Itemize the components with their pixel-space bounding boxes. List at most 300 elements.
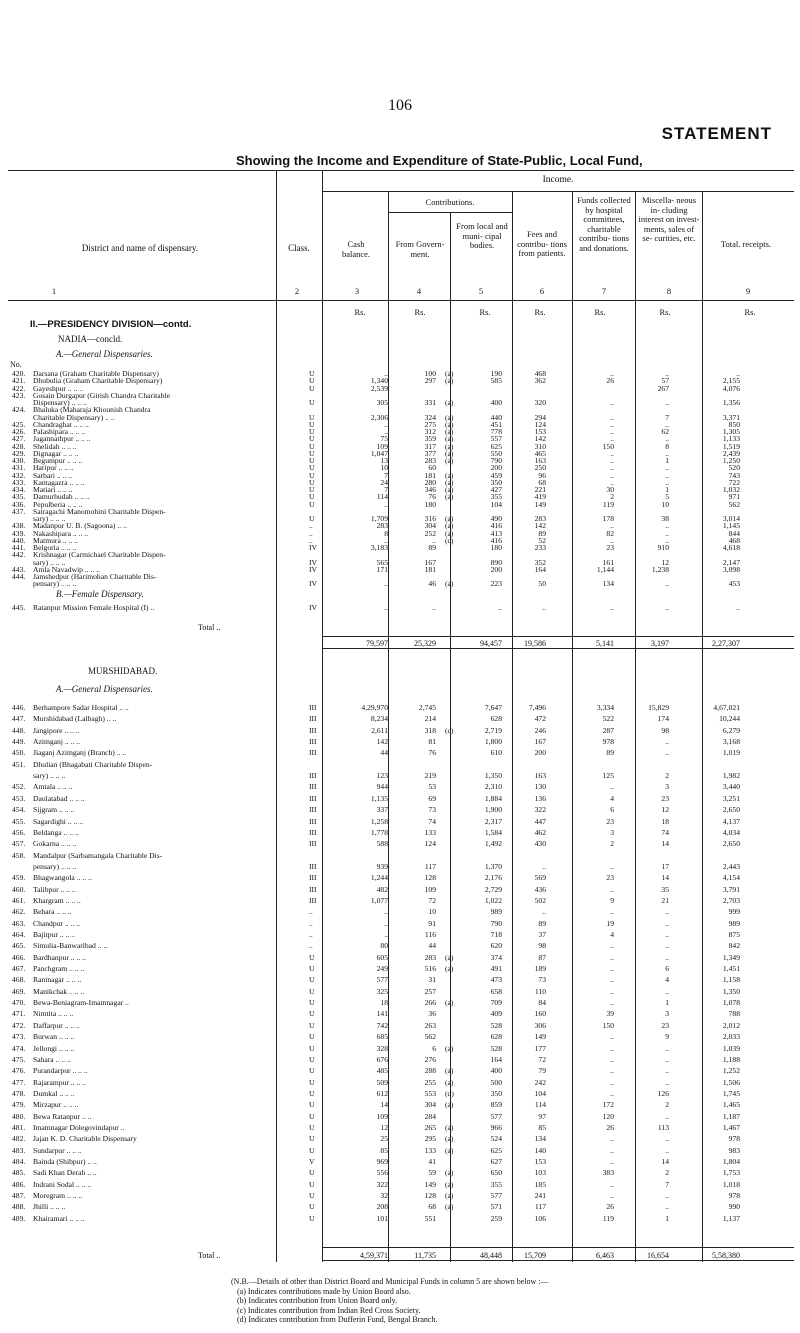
cell-cls: U [309,369,315,378]
cell-cls: III [309,714,317,724]
cell-cash: 109 [376,441,388,451]
cell-fund: 6 [610,805,614,815]
cell-cash: 1,340 [370,376,388,386]
cell-misc: .. [665,1111,669,1121]
cell-fund: .. [610,1032,614,1042]
rule-nadia-total-top [322,636,794,637]
cell-fees: 52 [538,535,546,545]
cell-no: 460. [12,884,26,894]
cell-cash: 44 [380,748,388,758]
cell-cash: 685 [376,1032,388,1042]
cell-name: Sadi Khan Derah .. .. [33,1168,97,1178]
cell-loc: 585 [490,376,502,386]
cell-cls: IV [309,603,318,612]
cell-name: Khargram .. .. .. [33,895,81,905]
cell-loc: 2,176 [484,873,502,883]
cell-gov: 6 [432,1043,436,1053]
table-row [0,603,800,612]
cell-fund: 3 [610,827,614,837]
cell-tot: 1,252 [722,1066,740,1076]
cell-name: Khairamari .. .. .. [33,1213,85,1223]
cell-fees: 7,496 [528,703,546,712]
table-row [0,748,800,757]
section-presidency: II.—PRESIDENCY DIVISION—contd. [30,319,192,330]
cell-misc: .. [665,603,669,612]
cell-fees: 322 [534,805,546,815]
cell-gov: 10 [428,907,436,917]
cell-gov: 69 [428,793,436,803]
cell-name: Dignagar .. .. .. [33,448,79,458]
cell-fees: .. [542,603,546,612]
cell-cls: III [309,805,317,815]
cell-no: 430. [12,456,26,465]
cell-fund: 82 [606,528,614,538]
cell-misc: 14 [661,839,669,849]
cell-tot: 1,350 [722,986,740,996]
cell-cls: U [309,441,315,451]
cell-fund: .. [610,1157,614,1166]
cell-cash: 7 [384,470,388,480]
cell-fees: 200 [534,748,546,758]
cell-flag: (a) [445,398,454,407]
cell-no: 448. [12,725,26,735]
cell-tot: 1,078 [722,998,740,1008]
cell-loc: 1,884 [484,793,502,803]
cell-misc: 3 [665,782,669,792]
cell-name: Moregram .. .. .. [33,1191,83,1201]
cell-cls: U [309,434,315,444]
cell-fund: .. [610,1191,614,1201]
cell-cls: U [309,463,315,473]
cell-cash: 32 [380,1191,388,1201]
cell-gov: 41 [428,1157,436,1166]
cell-fund: .. [610,535,614,545]
cell-gov: 128 [424,873,436,883]
cell-misc: .. [665,535,669,545]
cell-loc: 355 [490,492,502,502]
cell-loc: 625 [490,1145,502,1155]
cell-loc: 528 [490,1043,502,1053]
cell-no: 441. [12,543,26,552]
cell-cash: 12 [380,1122,388,1132]
cell-name: Purandarpur .. .. .. [33,1066,88,1076]
murs-total-funds: 6,463 [596,1251,614,1260]
cell-cls: U [309,1134,315,1144]
cell-cls: .. [309,918,313,928]
cell-cls: U [309,1202,315,1212]
cell-gov: 304 [424,1100,436,1110]
cell-fund: .. [610,998,614,1008]
cell-name: Darsana (Graham Charitable Dispensary) [33,369,159,378]
cell-flag: (a) [445,1134,454,1144]
cell-flag: (c) [445,535,454,545]
cell-cls: U [309,448,315,458]
cell-fees: 419 [534,492,546,502]
cell-no: 476. [12,1066,26,1076]
table-row [0,851,800,860]
cell-fees: 110 [534,986,546,996]
cell-flag: (a) [445,1122,454,1132]
cell-fees: 50 [538,579,546,589]
cell-loc: 350 [490,1088,502,1098]
cell-gov: 180 [424,499,436,509]
cell-cash: 325 [376,986,388,996]
murs-total-label: Total .. [198,1251,221,1260]
cell-loc: 7,647 [484,703,502,712]
cell-fund: 4 [610,793,614,803]
cell-fees: 362 [534,376,546,386]
cell-tot: 971 [728,492,740,502]
cell-tot: 3,251 [722,793,740,803]
cell-misc: 57 [661,376,669,386]
cell-name: Shelidah .. .. .. [33,441,77,451]
cell-misc: 113 [657,1122,669,1132]
cell-tot: 1,250 [722,456,740,465]
cell-tot: 842 [728,941,740,951]
cell-flag: (a) [445,485,454,494]
cell-no: 446. [12,703,26,712]
cell-tot: 1,305 [722,427,740,436]
cell-cash: 141 [376,1009,388,1019]
cell-cash: 1,778 [370,827,388,837]
cell-name: Ratanpur Mission Female Hospital (I) .. [33,603,155,612]
cell-name: Talibpur .. .. .. [33,884,76,894]
cell-no: 469. [12,986,26,996]
cell-tot: 4,154 [722,873,740,883]
cell-fund: 26 [606,376,614,386]
cell-no: 486. [12,1179,26,1189]
cell-gov: 100 [424,369,436,378]
cell-loc: 350 [490,477,502,487]
table-row [0,805,800,814]
cell-fund: .. [610,1077,614,1087]
cell-name: Madanpur U. B. (Sagoona) .. .. [33,521,127,531]
cell-no: 447. [12,714,26,724]
cell-flag: (a) [445,528,454,538]
cell-no: 485. [12,1168,26,1178]
cell-misc: 267 [657,383,669,393]
table-row [0,987,800,996]
cell-loc: 989 [490,907,502,917]
footnote-d: (d) Indicates contribution from Dufferin Fund, Bengal Branch. [237,1315,438,1324]
cell-fund: .. [610,986,614,996]
cell-cash: 605 [376,952,388,962]
cell-name: Matiari .. .. .. [33,485,73,494]
cell-fees: 97 [538,1111,546,1121]
cell-no: 427. [12,434,26,444]
murs-total-local: 48,448 [480,1251,502,1260]
cell-misc: .. [665,528,669,538]
cell-name: Bainda (Shibpur) .. .. [33,1157,97,1166]
cell-cls: U [309,1054,315,1064]
cell-fees: 468 [534,369,546,378]
cell-cash: 305 [376,398,388,407]
cell-gov: 124 [424,839,436,849]
cell-cash: 969 [376,1157,388,1166]
cell-cash: 337 [376,805,388,815]
cell-cls: U [309,1191,315,1201]
cell-flag: (a) [445,412,454,422]
table-row [0,794,800,803]
colnum-1: 1 [51,286,57,296]
header-local: From local and muni- cipal bodies. [456,221,508,250]
cell-cls: .. [309,528,313,538]
cell-fund: 2 [610,492,614,502]
cell-cash: .. [384,907,388,917]
cell-cls: U [309,1032,315,1042]
cell-fund: 522 [602,714,614,724]
cell-cash: 24 [380,477,388,487]
cell-no: 443. [12,564,26,574]
cell-tot: 2,012 [722,1020,740,1030]
colnum-8: 8 [666,286,672,296]
cell-misc: .. [665,1145,669,1155]
cell-gov: 283 [424,952,436,962]
cell-name: Indrani Sodal .. .. .. [33,1179,92,1189]
cell-loc: 355 [490,1179,502,1189]
table-row [0,726,800,735]
cell-cls: IV [309,557,318,567]
cell-fees: 37 [538,930,546,939]
cell-no: 449. [12,737,26,747]
cell-gov: 76 [428,748,436,758]
table-row [0,1180,800,1189]
cell-tot: 1,506 [722,1077,740,1087]
cell-cash: .. [384,930,388,939]
cell-tot: 722 [728,477,740,487]
cell-flag: (a) [445,456,454,465]
table-row [0,782,800,791]
cell-cash: 10 [380,463,388,473]
cell-gov: 81 [428,737,436,747]
cell-fees: 149 [534,499,546,509]
cell-no: 436. [12,499,26,509]
cell-flag: (a) [445,1202,454,1212]
cell-tot: 1,465 [722,1100,740,1110]
footnote-nb: (N.B.—Details of other than District Board and Municipal Funds in column 5 are shown below :— [231,1277,549,1286]
cell-misc: .. [665,952,669,962]
cell-tot: 2,155 [722,376,740,386]
cell-no: 483. [12,1145,26,1155]
cell-gov: 128 [424,1191,436,1201]
page-number: 106 [388,97,412,114]
cell-cash: 114 [376,492,388,502]
cell-cls: U [309,485,315,494]
table-row [0,873,800,882]
cell-loc: 500 [490,1077,502,1087]
cell-fund: 383 [602,1168,614,1178]
cell-no: 438. [12,521,26,531]
cell-name: Imamnagar Dolegovindapur .. [33,1122,125,1132]
cell-no: 465. [12,941,26,951]
cell-loc: 1,350 [484,771,502,781]
cell-no: 477. [12,1077,26,1087]
cell-gov: 275 [424,419,436,429]
cell-loc: 374 [490,952,502,962]
cell-loc: 966 [490,1122,502,1132]
cell-no: 468. [12,975,26,985]
cell-tot: 875 [728,930,740,939]
cell-misc: .. [665,470,669,480]
cell-fund: .. [610,1066,614,1076]
cell-no: 480. [12,1111,26,1121]
table-row [0,975,800,984]
cell-loc: 778 [490,427,502,436]
cell-fees: 447 [534,816,546,826]
unit-local: Rs. [479,307,491,317]
nadia-total-cash: 79,597 [366,639,388,648]
cell-no: 437. [12,506,26,516]
cell-fund: .. [610,434,614,444]
cell-misc: .. [665,1043,669,1053]
cell-gov: 295 [424,1134,436,1144]
cell-cls: III [309,737,317,747]
cell-name: Daulatabad .. .. .. [33,793,85,803]
cell-loc: 259 [490,1213,502,1223]
cell-misc: .. [665,521,669,531]
table-row [0,828,800,837]
cell-cls: III [309,895,317,905]
cell-gov: 359 [424,434,436,444]
nadia-total-funds: 5,141 [596,639,614,648]
cell-fund: .. [610,521,614,531]
cell-cls: U [309,1009,315,1019]
cell-misc: 21 [661,895,669,905]
cell-misc: 126 [657,1088,669,1098]
cell-gov: 280 [424,477,436,487]
cell-fees: 294 [534,412,546,422]
cell-cash: .. [384,535,388,545]
murs-total-total: 5,58,380 [712,1251,740,1260]
footnotes [231,1277,549,1325]
cell-fees: 96 [538,470,546,480]
cell-tot: 743 [728,470,740,480]
table-row [0,1100,800,1109]
cell-flag: (a) [445,492,454,502]
cell-misc: .. [665,1191,669,1201]
cell-misc: 1,238 [651,564,669,574]
cell-name: Mirzapur .. .. .. [33,1100,79,1110]
cell-gov: 284 [424,1111,436,1121]
cell-name: Sagardighi .. .. .. [33,816,83,826]
cell-name: Mandalpur (Sarbamangala Charitable Dis- [33,850,163,860]
cell-no: 487. [12,1191,26,1201]
cell-misc: .. [665,1066,669,1076]
cell-tot: 4,076 [722,383,740,393]
cell-cash: 75 [380,434,388,444]
cell-loc: 790 [490,456,502,465]
cell-cash: 142 [376,737,388,747]
cell-fund: 161 [602,557,614,567]
cell-cash: 565 [376,557,388,567]
cell-gov: 304 [424,521,436,531]
cell-fees: 73 [538,975,546,985]
cell-no: 470. [12,998,26,1008]
cell-gov: .. [432,535,436,545]
cell-name: Jhilli .. .. .. [33,1202,66,1212]
cell-cash: 171 [376,564,388,574]
cell-fees: 114 [534,1100,546,1110]
cell-flag: (a) [445,427,454,436]
cell-fund: .. [610,603,614,612]
colnum-7: 7 [601,286,607,296]
cell-gov: 266 [424,998,436,1008]
cell-fees: 87 [538,952,546,962]
cell-tot: 4,034 [722,827,740,837]
cell-misc: .. [665,737,669,747]
cell-tot: 989 [728,918,740,928]
cell-fund: 26 [606,1122,614,1132]
cell-fund: .. [610,975,614,985]
cell-misc: .. [665,1054,669,1064]
cell-name: Azimganj .. .. .. [33,737,81,747]
cell-tot: 1,349 [722,952,740,962]
cell-name: Jiaganj Azimganj (Branch) .. .. [33,748,127,758]
cell-misc: .. [665,1134,669,1144]
cell-flag: (a) [445,514,454,523]
cell-gov: 46 [428,579,436,589]
cell-loc: 628 [490,1032,502,1042]
cell-no: 426. [12,427,26,436]
cell-loc: 473 [490,975,502,985]
cell-no: 479. [12,1100,26,1110]
cell-tot: 3,371 [722,412,740,422]
table-row [0,941,800,950]
cell-no: 425. [12,419,26,429]
table-row [0,579,800,588]
cell-name: Gosain Durgapur (Girish Chandra Charitable [33,390,170,400]
cell-cash: 14 [380,1100,388,1110]
cell-no: 464. [12,930,26,939]
cell-tot: 1,145 [722,521,740,531]
cell-fund: .. [610,884,614,894]
no-label: No. [10,360,22,369]
cell-misc: .. [665,1077,669,1087]
cell-tot: 2,443 [722,861,740,871]
cell-flag: (a) [445,1191,454,1201]
cell-loc: 223 [490,579,502,589]
cell-cls: .. [309,941,313,951]
cell-cash: 322 [376,1179,388,1189]
rule-nadia-total-bottom [322,648,794,649]
cell-gov: 60 [428,463,436,473]
cell-tot: 999 [728,907,740,917]
cell-cls: V [309,1157,315,1166]
rule-top [8,170,794,171]
cell-fees: 177 [534,1043,546,1053]
cell-gov: 324 [424,412,436,422]
cell-cls: III [309,793,317,803]
cell-cls: U [309,427,315,436]
cell-fund: 1,144 [596,564,614,574]
cell-fund: .. [610,419,614,429]
cell-cls: U [309,1066,315,1076]
cell-gov: 317 [424,441,436,451]
cell-fund: .. [610,427,614,436]
cell-loc: 557 [490,434,502,444]
cell-cls: IV [309,579,318,589]
cell-gov: 318 [424,725,436,735]
cell-name: Rajarampur .. .. .. [33,1077,86,1087]
cell-tot: 2,147 [722,557,740,567]
cell-no: 458. [12,850,26,860]
cell-fees: 569 [534,873,546,883]
cell-cash: 3,183 [370,543,388,552]
cell-no: 434. [12,485,26,494]
cell-fees: 189 [534,964,546,974]
cell-name: Matmura .. .. .. [33,535,78,545]
cell-gov: 252 [424,528,436,538]
